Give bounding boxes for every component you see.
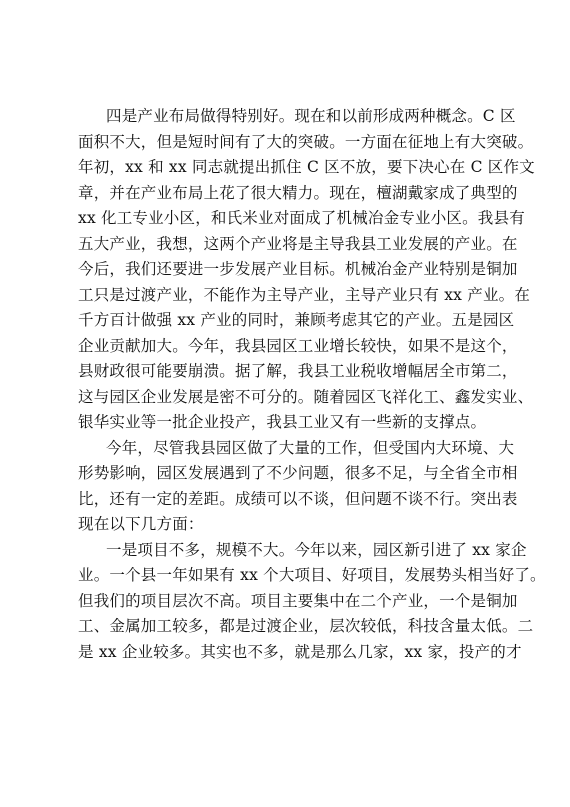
text-line: 县财政很可能要崩溃。据了解，我县工业税收增幅居全市第二， — [78, 362, 518, 380]
text-line: 千方百计做强 xx 产业的同时，兼顾考虑其它的产业。五是园区 — [78, 311, 515, 329]
text-line: 比，还有一定的差距。成绩可以不谈，但问题不谈不行。突出表 — [78, 489, 518, 508]
text-line: 形势影响，园区发展遇到了不少问题，很多不足，与全省全市相 — [78, 464, 518, 482]
text-line: 今后，我们还要进一步发展产业目标。机械冶金产业特别是铜加 — [78, 260, 518, 278]
text-line: 今年，尽管我县园区做了大量的工作，但受国内大环境、大 — [106, 438, 515, 457]
text-line: 四是产业布局做得特别好。现在和以前形成两种概念。C 区 — [106, 107, 516, 125]
text-line: 企业贡献加大。今年，我县园区工业增长较快，如果不是这个， — [78, 336, 518, 355]
text-line: 这与园区企业发展是密不可分的。随着园区飞祥化工、鑫发实业、 — [78, 387, 534, 406]
text-line: 面积不大，但是短时间有了大的突破。一方面在征地上有大突破。 — [78, 132, 534, 151]
text-line: 业。一个县一年如果有 xx 个大项目、好项目，发展势头相当好了。 — [78, 566, 546, 584]
text-line: 现在以下几方面： — [78, 515, 204, 533]
text-line: xx 化工专业小区，和氏米业对面成了机械冶金专业小区。我县有 — [78, 209, 525, 227]
text-line: 章，并在产业布局上花了很大精力。现在，檀湖戴家成了典型的 — [78, 183, 518, 202]
text-line: 但我们的项目层次不高。项目主要集中在二个产业，一个是铜加 — [78, 591, 518, 610]
text-line: 银华实业等一批企业投产，我县工业又有一些新的支撑点。 — [78, 413, 487, 431]
text-line: 五大产业，我想，这两个产业将是主导我县工业发展的产业。在 — [78, 234, 518, 253]
text-line: 年初，xx 和 xx 同志就提出抓住 C 区不放，要下决心在 C 区作文 — [78, 158, 535, 176]
text-line: 工只是过渡产业，不能作为主导产业，主导产业只有 xx 产业。在 — [78, 285, 531, 304]
document-body — [78, 104, 546, 665]
text-line: 一是项目不多，规模不大。今年以来，园区新引进了 xx 家企 — [106, 540, 527, 559]
text-line: 是 xx 企业较多。其实也不多，就是那么几家，xx 家，投产的才 — [78, 642, 522, 661]
text-line: 工、金属加工较多，都是过渡企业，层次较低，科技含量太低。二 — [78, 617, 534, 635]
